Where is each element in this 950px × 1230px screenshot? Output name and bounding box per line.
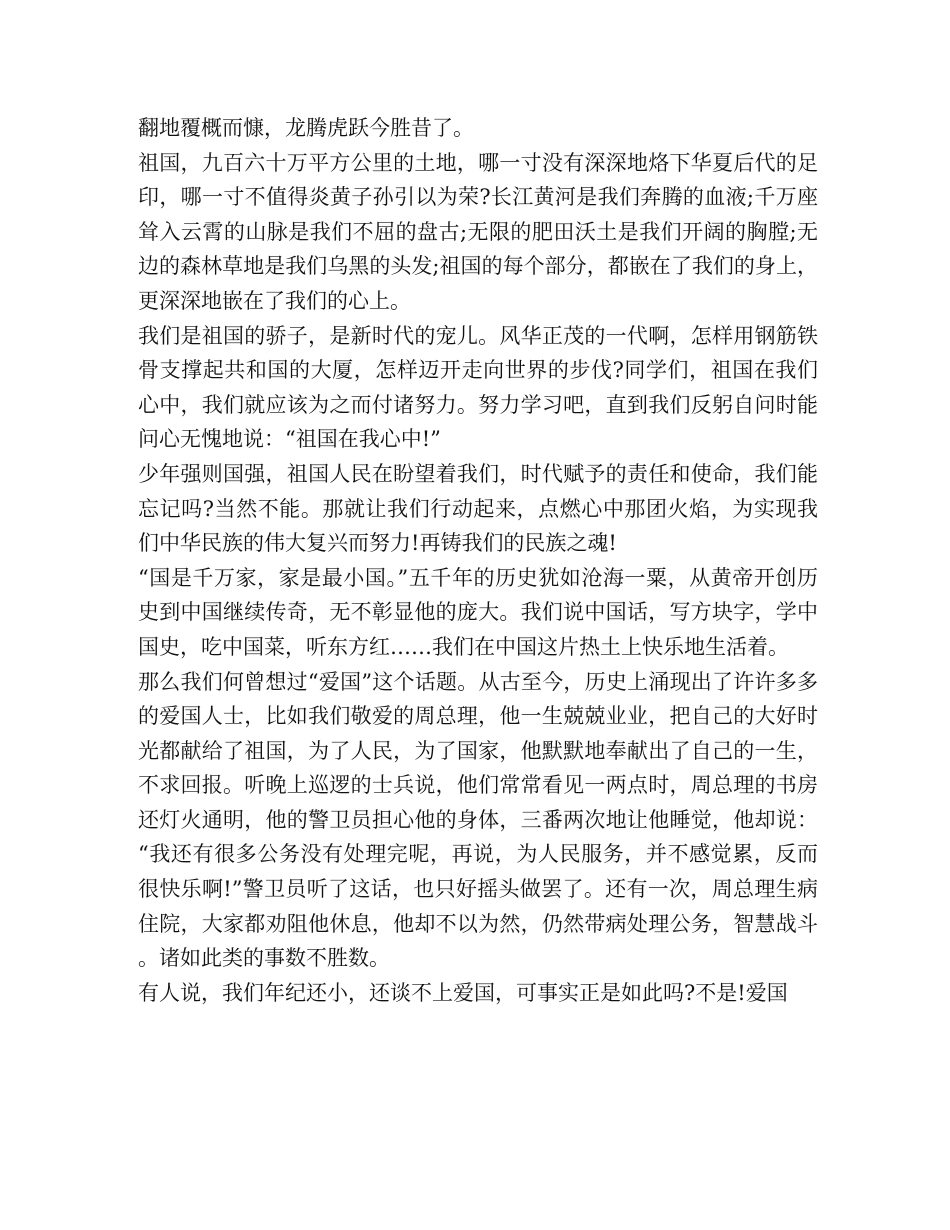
paragraph-4: 少年强则国强，祖国人民在盼望着我们，时代赋予的责任和使命，我们能忘记吗?当然不能。那就让我们行动起来，点燃心中那团火焰，为实现我们中华民族的伟大复兴而努力!再铸我们的民族之魂! — [138, 461, 818, 556]
paragraph-3: 我们是祖国的骄子，是新时代的宠儿。风华正茂的一代啊，怎样用钢筋铁骨支撑起共和国的大厦，怎样迈开走向世界的步伐?同学们，祖国在我们心中，我们就应该为之而付诸努力。努力学习吧，直到我们反躬自问时能问心无愧地说：“祖国在我心中!” — [138, 323, 818, 452]
paragraph-7: 有人说，我们年纪还小，还谈不上爱国，可事实正是如此吗?不是!爱国 — [138, 980, 788, 1005]
document-body — [138, 111, 818, 1010]
paragraph-2: 祖国，九百六十万平方公里的土地，哪一寸没有深深地烙下华夏后代的足印，哪一寸不值得炎黄子孙引以为荣?长江黄河是我们奔腾的血液;千万座耸入云霄的山脉是我们不屈的盘古;无限的肥田沃土是我们开阔的胸膛;无边的森林草地是我们乌黑的头发;祖国的每个部分，都嵌在了我们的身上，更深深地嵌在了我们的心上。 — [138, 150, 818, 313]
paragraph-5: “国是千万家，家是最小国。”五千年的历史犹如沧海一粟，从黄帝开创历史到中国继续传奇，无不彰显他的庞大。我们说中国话，写方块字，学中国史，吃中国菜，听东方红……我们在中国这片热土上快乐地生活着。 — [138, 565, 818, 659]
paragraph-1: 翻地覆概而慷，龙腾虎跃今胜昔了。 — [138, 116, 474, 140]
paragraph-6: 那么我们何曾想过“爱国”这个话题。从古至今，历史上涌现出了许许多多的爱国人士，比如我们敬爱的周总理，他一生兢兢业业，把自己的大好时光都献给了祖国，为了人民，为了国家，他默默地奉献出了自己的一生，不求回报。听晚上巡逻的士兵说，他们常常看见一两点时，周总理的书房还灯火通明，他的警卫员担心他的身体，三番两次地让他睡觉，他却说：“我还有很多公务没有处理完呢，再说，为人民服务，并不感觉累，反而很快乐啊!”警卫员听了这话，也只好摇头做罢了。还有一次，周总理生病住院，大家都劝阻他休息，他却不以为然，仍然带病处理公务，智慧战斗。诸如此类的事数不胜数。 — [138, 669, 818, 971]
